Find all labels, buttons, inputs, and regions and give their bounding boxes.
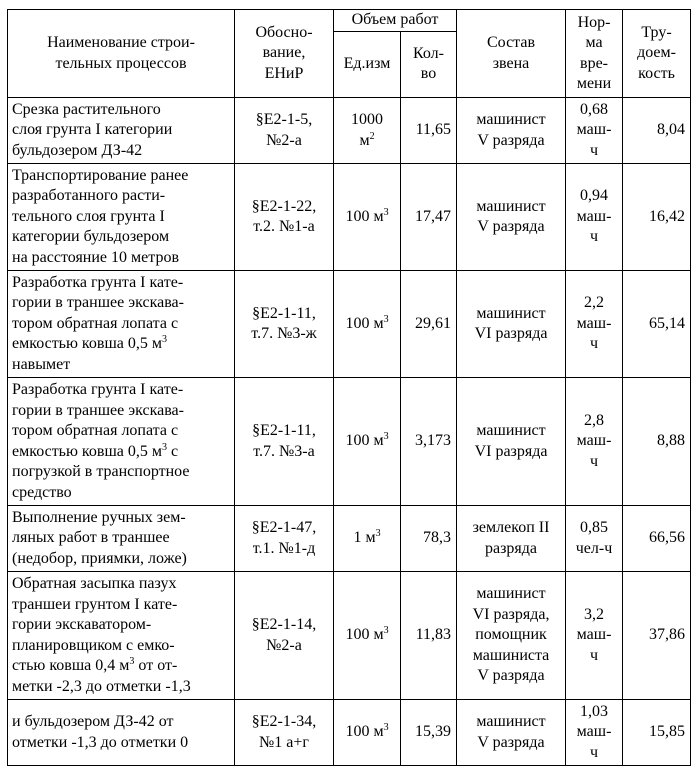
unit-cell: 100 $м^3$	[334, 164, 401, 271]
crew-cell: машинист VI разряда	[457, 378, 566, 506]
basis-cell: §Е2-1-34, №1 а+г	[235, 700, 334, 766]
process-name-cell: Разработка грунта I кате- гории в траншее экскава- тором обратная лопата с емкостью ковша 0,5 $м^3$ навымет	[8, 271, 235, 378]
header-norm: Нор- ма вре- мени	[566, 10, 623, 98]
quantity-cell: 29,61	[401, 271, 457, 378]
unit-cell: 100 $м^3$	[334, 572, 401, 700]
time-norm-cell: 3,2 маш- ч	[566, 572, 623, 700]
unit-cell: 100 $м^3$	[334, 700, 401, 766]
process-name-cell: Транспортирование ранее разработанного расти- тельного слоя грунта I категории бульдозером на расстояние 10 метров	[8, 164, 235, 271]
process-name-cell: Выполнение ручных зем- ляных работ в траншее (недобор, приямки, ложе)	[8, 506, 235, 572]
labor-intensity-cell: 8,88	[623, 378, 691, 506]
quantity-cell: 78,3	[401, 506, 457, 572]
quantity-cell: 15,39	[401, 700, 457, 766]
crew-cell: машинист VI разряда, помощник машиниста V разряда	[457, 572, 566, 700]
labor-intensity-cell: 16,42	[623, 164, 691, 271]
header-qty: Кол- во	[401, 31, 457, 97]
process-name-cell: Обратная засыпка пазух траншеи грунтом I кате- гории экскаватором- планировщиком с емко- стью ковша 0,4 $м^3$ от от- метки -2,3 до отметки -1,3	[8, 572, 235, 700]
time-norm-cell: 0,68 маш- ч	[566, 98, 623, 164]
basis-cell: §Е2-1-22, т.2. №1-а	[235, 164, 334, 271]
process-name-cell: Срезка растительного слоя грунта I категории бульдозером ДЗ-42	[8, 98, 235, 164]
basis-cell: §Е2-1-14, №2-а	[235, 572, 334, 700]
time-norm-cell: 0,94 маш- ч	[566, 164, 623, 271]
crew-cell: машинист V разряда	[457, 700, 566, 766]
header-basis: Обосно- вание, ЕНиР	[235, 10, 334, 98]
unit-cell: 100 $м^3$	[334, 378, 401, 506]
time-norm-cell: 2,8 маш- ч	[566, 378, 623, 506]
crew-cell: машинист V разряда	[457, 98, 566, 164]
work-volume-table	[7, 9, 691, 766]
time-norm-cell: 0,85 чел-ч	[566, 506, 623, 572]
crew-cell: машинист V разряда	[457, 164, 566, 271]
header-crew: Состав звена	[457, 10, 566, 98]
time-norm-cell: 1,03 маш- ч	[566, 700, 623, 766]
unit-cell: 1000 $м^2$	[334, 98, 401, 164]
quantity-cell: 11,65	[401, 98, 457, 164]
unit-cell: 100 $м^3$	[334, 271, 401, 378]
quantity-cell: 17,47	[401, 164, 457, 271]
table-row	[8, 271, 691, 378]
table-row	[8, 378, 691, 506]
quantity-cell: 11,83	[401, 572, 457, 700]
labor-intensity-cell: 15,85	[623, 700, 691, 766]
table-row	[8, 506, 691, 572]
header-volume: Объем работ	[334, 10, 457, 32]
header-unit: Ед.изм	[334, 31, 401, 97]
basis-cell: §Е2-1-47, т.1. №1-д	[235, 506, 334, 572]
unit-cell: 1 $м^3$	[334, 506, 401, 572]
time-norm-cell: 2,2 маш- ч	[566, 271, 623, 378]
table-row	[8, 164, 691, 271]
process-name-cell: Разработка грунта I кате- гории в траншее экскава- тором обратная лопата с емкостью ковша 0,5 $м^3$ с погрузкой в транспортное средство	[8, 378, 235, 506]
basis-cell: §Е2-1-11, т.7. №3-ж	[235, 271, 334, 378]
quantity-cell: 3,173	[401, 378, 457, 506]
header-name: Наименование строи- тельных процессов	[8, 10, 235, 98]
labor-intensity-cell: 65,14	[623, 271, 691, 378]
labor-intensity-cell: 8,04	[623, 98, 691, 164]
basis-cell: §Е2-1-11, т.7. №3-а	[235, 378, 334, 506]
table-row	[8, 98, 691, 164]
basis-cell: §Е2-1-5, №2-а	[235, 98, 334, 164]
labor-intensity-cell: 66,56	[623, 506, 691, 572]
header-labor: Тру- доем- кость	[623, 10, 691, 98]
crew-cell: землекоп II разряда	[457, 506, 566, 572]
table-row	[8, 572, 691, 700]
table-row	[8, 700, 691, 766]
process-name-cell: и бульдозером ДЗ-42 от отметки -1,3 до отметки 0	[8, 700, 235, 766]
labor-intensity-cell: 37,86	[623, 572, 691, 700]
crew-cell: машинист VI разряда	[457, 271, 566, 378]
